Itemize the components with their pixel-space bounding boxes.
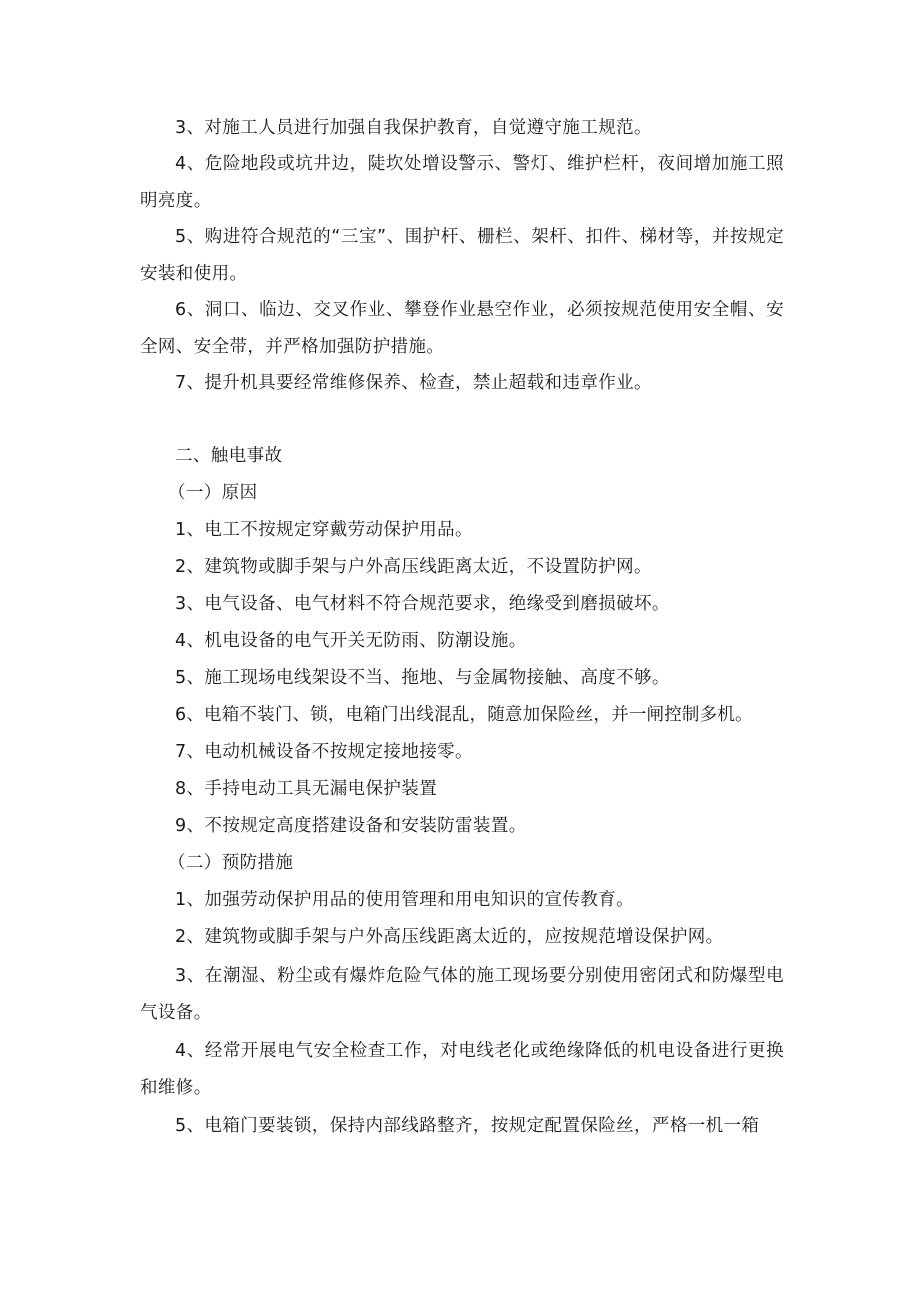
paragraph-item-7: 7、提升机具要经常维修保养、检查，禁止超载和违章作业。 [175, 373, 652, 393]
prevention-item-3: 3、在潮湿、粉尘或有爆炸危险气体的施工现场要分别使用密闭式和防爆型电气设备。 [140, 966, 784, 1023]
paragraph-item-5: 5、购进符合规范的“三宝”、围护杆、栅栏、架杆、扣件、梯材等，并按规定安装和使用。 [140, 227, 784, 284]
prevention-heading: （二）预防措施 [168, 853, 294, 873]
cause-item-4: 4、机电设备的电气开关无防雨、防潮设施。 [175, 631, 527, 651]
paragraph-item-6: 6、洞口、临边、交叉作业、攀登作业悬空作业，必须按规范使用安全帽、安全网、安全带，并严格加强防护措施。 [140, 300, 784, 357]
prevention-item-4: 4、经常开展电气安全检查工作，对电线老化或绝缘降低的机电设备进行更换和维修。 [140, 1041, 784, 1098]
prevention-item-2: 2、建筑物或脚手架与户外高压线距离太近的，应按规范增设保护网。 [175, 927, 724, 947]
cause-item-6: 6、电箱不装门、锁，电箱门出线混乱，随意加保险丝，并一闸控制多机。 [175, 705, 753, 725]
cause-item-2: 2、建筑物或脚手架与户外高压线距离太近，不设置防护网。 [175, 557, 652, 577]
cause-item-7: 7、电动机械设备不按规定接地接零。 [175, 742, 473, 762]
prevention-item-1: 1、加强劳动保护用品的使用管理和用电知识的宣传教育。 [175, 890, 635, 910]
prevention-item-5: 5、电箱门要装锁，保持内部线路整齐，按规定配置保险丝，严格一机一箱 [175, 1116, 760, 1136]
causes-heading: （一）原因 [168, 483, 258, 503]
section-heading: 二、触电事故 [175, 446, 283, 466]
cause-item-1: 1、电工不按规定穿戴劳动保护用品。 [175, 520, 473, 540]
paragraph-item-3: 3、对施工人员进行加强自我保护教育，自觉遵守施工规范。 [175, 118, 652, 138]
cause-item-9: 9、不按规定高度搭建设备和安装防雷装置。 [175, 816, 527, 836]
cause-item-5: 5、施工现场电线架设不当、拖地、与金属物接触、高度不够。 [175, 668, 670, 688]
cause-item-3: 3、电气设备、电气材料不符合规范要求，绝缘受到磨损破坏。 [175, 594, 670, 614]
cause-item-8: 8、手持电动工具无漏电保护装置 [175, 779, 438, 799]
paragraph-item-4: 4、危险地段或坑井边，陡坎处增设警示、警灯、维护栏杆，夜间增加施工照明亮度。 [140, 154, 784, 211]
